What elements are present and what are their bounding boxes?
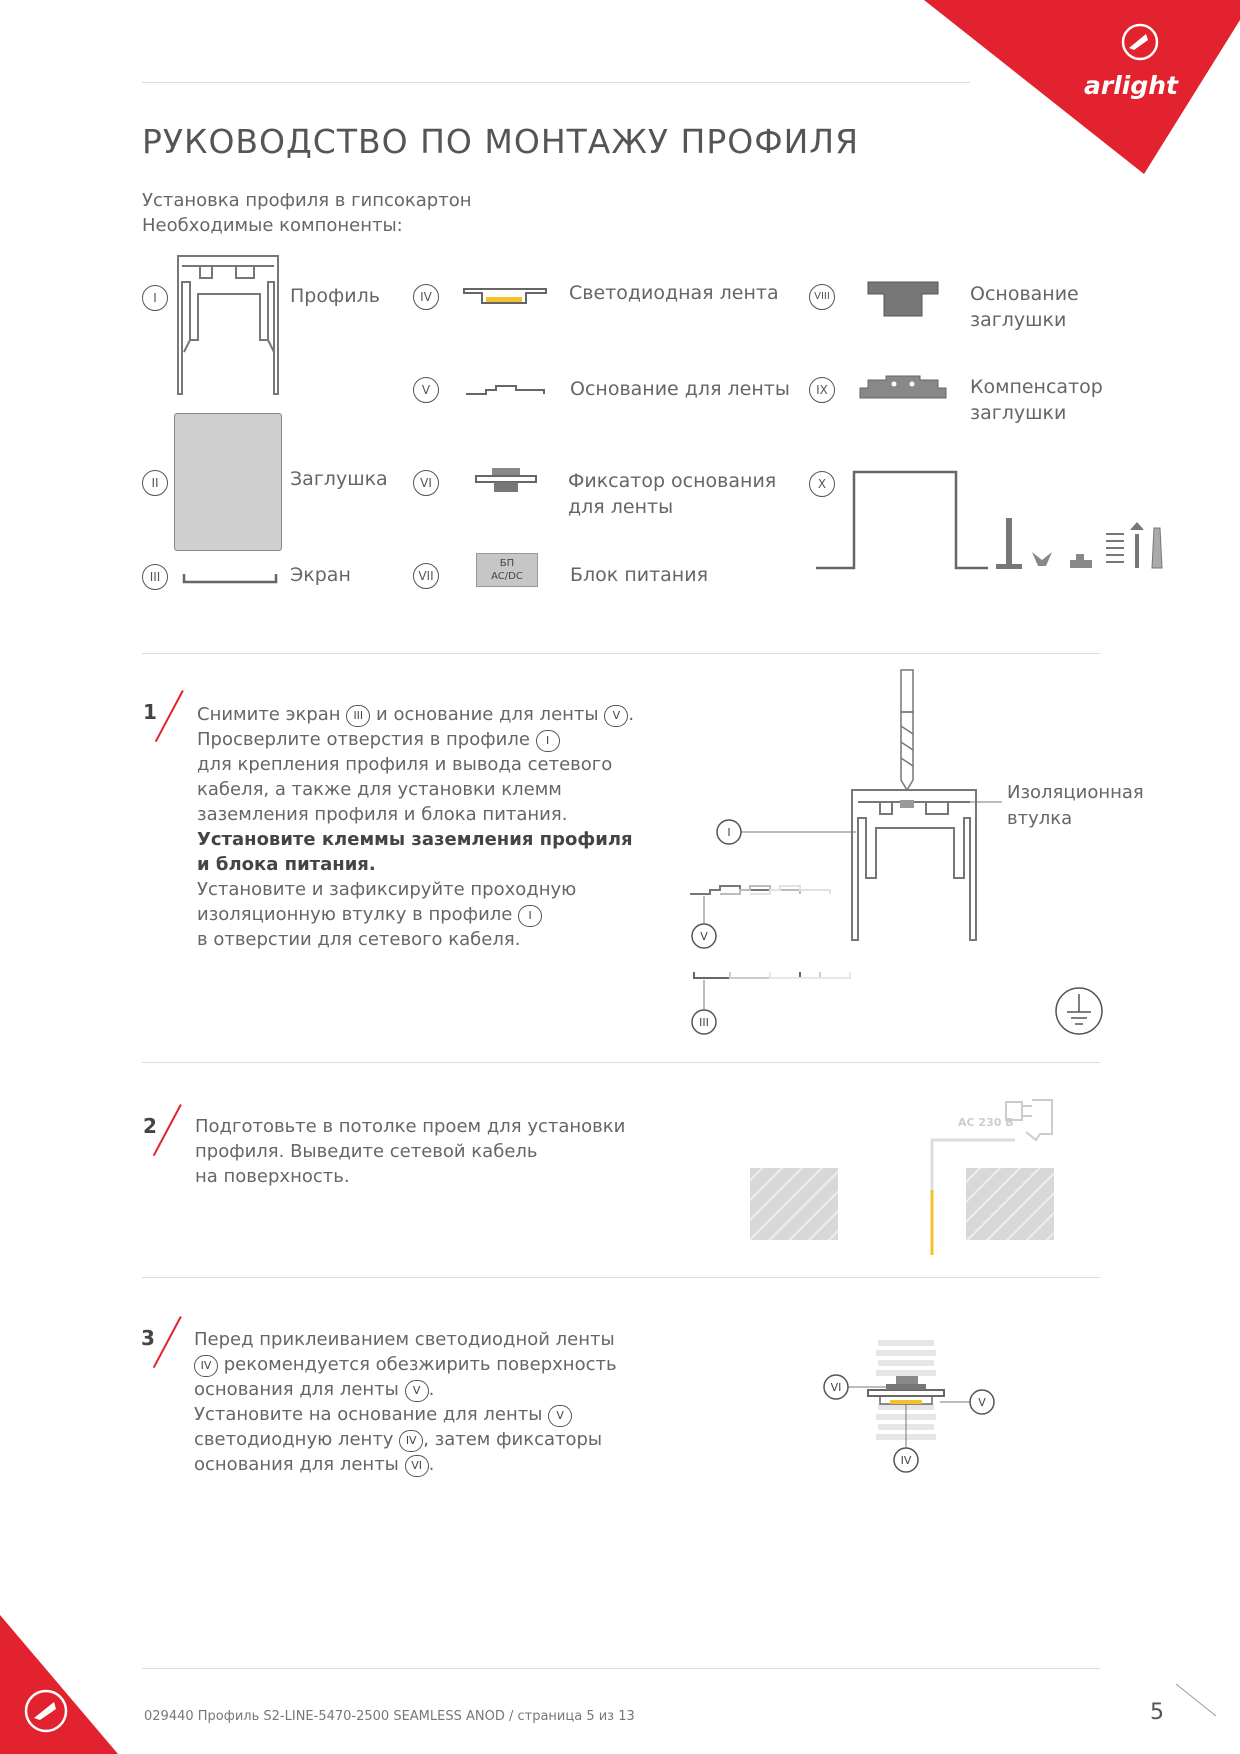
step-2-slash — [153, 1104, 182, 1156]
spring-icon — [1106, 534, 1124, 562]
brand-corner-bottom-left — [0, 1605, 130, 1754]
footer-rule — [142, 1668, 1100, 1669]
divider-step-1 — [142, 1062, 1100, 1063]
step-1-text: Снимите экран III и основание для ленты V . Просверлите отверстия в профиле I для крепления профиля и вывода сетевого кабеля, а также для установки клемм заземления профиля и блока питания. Установите клеммы заземления профиля и блока питания. Установите и зафиксируйте проходную изоляционную втулку в профиле I в отверстии для сетевого кабеля. — [197, 704, 635, 950]
component-badge-i: I — [142, 285, 168, 311]
drill-icon — [901, 670, 913, 790]
page-title: РУКОВОДСТВО ПО МОНТАЖУ ПРОФИЛЯ — [142, 122, 860, 161]
end-cap-compensator-illustration — [856, 374, 950, 402]
step-1-number: 1 — [143, 700, 157, 724]
component-badge-ix: IX — [809, 377, 835, 403]
svg-text:IV: IV — [900, 1454, 912, 1467]
svg-text:III: III — [699, 1016, 709, 1029]
component-label-vi: Фиксатор основания для ленты — [568, 470, 777, 518]
strip-base-ghost — [690, 886, 830, 894]
divider-components — [142, 653, 1100, 654]
end-cap-illustration — [174, 413, 282, 551]
screw-icon — [1130, 522, 1144, 568]
step-2-diagram — [740, 1090, 1070, 1260]
ref-badge: IV — [194, 1355, 218, 1377]
brand-corner-top-right — [920, 0, 1240, 180]
ref-badge: I — [536, 730, 560, 752]
ac-label: AC 230 В — [958, 1116, 1014, 1129]
wing-nut-icon — [1032, 552, 1052, 566]
top-rule — [142, 82, 970, 83]
component-label-vii: Блок питания — [570, 564, 709, 586]
svg-text:V: V — [978, 1396, 986, 1409]
component-badge-vi: VI — [413, 470, 439, 496]
ref-badge: V — [405, 1380, 429, 1402]
insulation-sleeve — [900, 800, 914, 808]
component-label-v: Основание для ленты — [570, 378, 790, 400]
ref-badge: V — [548, 1405, 572, 1427]
step-1-caption: Изоляционная втулка — [1007, 782, 1144, 829]
ceiling-left — [750, 1168, 838, 1240]
ground-icon — [1056, 988, 1102, 1034]
psu-label-2: AC/DC — [491, 571, 523, 582]
strip-base-clip-illustration — [470, 464, 540, 498]
component-label-ix: Компенсатор заглушки — [970, 376, 1103, 424]
component-badge-iv: IV — [413, 284, 439, 310]
component-badge-v: V — [413, 377, 439, 403]
component-label-iii: Экран — [290, 564, 351, 586]
step-1-slash — [155, 690, 184, 742]
psu-label-1: БП — [499, 558, 515, 569]
component-label-i: Профиль — [290, 285, 380, 307]
svg-text:V: V — [700, 930, 708, 943]
subtitle-line-1: Установка профиля в гипсокартон — [142, 190, 472, 211]
profile-section — [852, 790, 976, 940]
page-number: 5 — [1150, 1700, 1164, 1725]
power-supply-illustration — [476, 553, 538, 587]
ref-badge: V — [604, 705, 628, 727]
profile-illustration — [170, 252, 286, 398]
component-badge-viii: VIII — [809, 284, 835, 310]
ceiling-right — [966, 1168, 1054, 1240]
step-3-slash — [153, 1316, 182, 1368]
step-3-diagram — [810, 1330, 1010, 1480]
component-badge-vii: VII — [413, 563, 439, 589]
footer-text: 029440 Профиль S2-LINE-5470-2500 SEAMLESS ANOD / страница 5 из 13 — [144, 1709, 635, 1724]
dowel-icon — [1152, 528, 1162, 568]
screen-illustration — [180, 570, 280, 586]
screen-ghost — [694, 972, 850, 978]
component-badge-ii: II — [142, 470, 168, 496]
led-strip-illustration — [460, 283, 550, 307]
ref-badge: I — [518, 905, 542, 927]
ref-badge: VI — [405, 1455, 429, 1477]
component-label-viii: Основание заглушки — [970, 283, 1079, 331]
arlight-logo-text: arlight — [1084, 71, 1178, 100]
svg-text:I: I — [727, 826, 731, 839]
svg-text:VI: VI — [830, 1381, 842, 1394]
step-3-text: Перед приклеиванием светодиодной ленты IV рекомендуется обезжирить поверхность основания для ленты V . Установите на основание для ленты V светодиодную ленту IV , затем фиксаторы основания для ленты VI . — [194, 1329, 617, 1475]
end-cap-base-illustration — [864, 278, 942, 320]
subtitle-line-2: Необходимые компоненты: — [142, 215, 403, 236]
component-label-ii: Заглушка — [290, 468, 388, 490]
strip-base-illustration — [462, 382, 548, 398]
bolt-icon — [996, 518, 1022, 569]
component-badge-iii: III — [142, 564, 168, 590]
component-badge-x: X — [809, 471, 835, 497]
step-3-number: 3 — [141, 1326, 155, 1350]
page-number-slash — [1172, 1680, 1222, 1720]
step-2-text: Подготовьте в потолке проем для установки профиля. Выведите сетевой кабель на поверхность. — [195, 1116, 626, 1187]
ref-badge: III — [346, 705, 370, 727]
fasteners-illustration — [988, 514, 1168, 574]
ref-badge: IV — [399, 1430, 423, 1452]
component-label-iv: Светодиодная лента — [569, 282, 779, 304]
holder-illustration — [812, 468, 992, 574]
divider-step-2 — [142, 1277, 1100, 1278]
nut-icon — [1070, 554, 1092, 568]
step-1-diagram — [680, 668, 1240, 1048]
step-2-number: 2 — [143, 1114, 157, 1138]
